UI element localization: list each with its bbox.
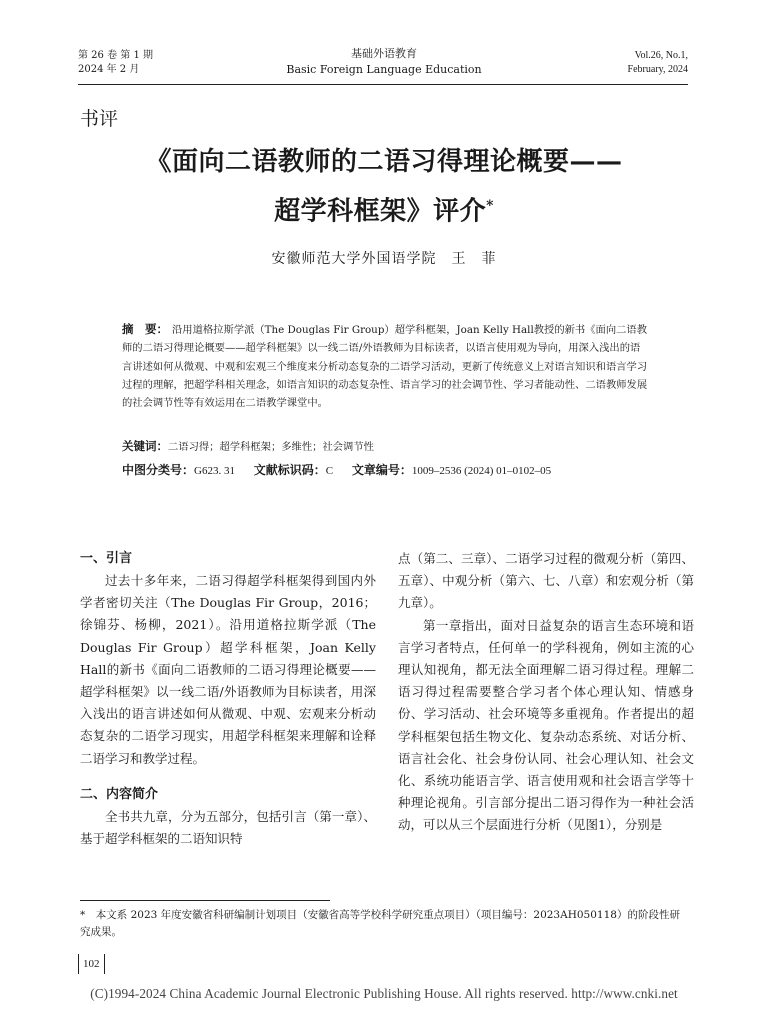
article-number-label: 文章编号： xyxy=(351,463,412,477)
footnote-divider xyxy=(80,900,330,901)
title-line-2 xyxy=(60,184,708,234)
clc-value: G623. 31 xyxy=(194,465,235,477)
journal-title-en: Basic Foreign Language Education xyxy=(286,63,482,76)
doc-code-value: C xyxy=(325,465,334,477)
journal-title-cn: 基础外语教育 xyxy=(351,47,417,60)
page-number: 102 xyxy=(78,954,105,974)
title-line-1: 《面向二语教师的二语习得理论概要—— xyxy=(145,147,623,177)
classification-line xyxy=(122,461,682,478)
header-volume-en: Vol.26, No.1, xyxy=(634,50,688,61)
abstract-text: 沿用道格拉斯学派（The Douglas Fir Group）超学科框架，Joan Kelly Hall教授的新书《面向二语教师的二语习得理论概要——超学科框架》以一线二语/外语教师为目标读者，以语言使用观为导向，用深入浅出的语言讲述如何从微观、中观和宏观三个维度来分析动态复杂的二语学习活动，更新了传统意义上对语言知识和语言学习过程的理解，把超学科相关理念，如语言知识的动态复杂性、语言学习的社会调节性、学习者能动性、二语教师发展的社会调节性等有效运用在二语教学课堂中。 xyxy=(122,324,648,410)
header-date-cn: 2024 年 2 月 xyxy=(78,64,140,75)
summary-paragraph-continued: 点（第二、三章）、二语学习过程的微观分析（第四、五章）、中观分析（第六、七、八章）和宏观分析（第九章）。 xyxy=(398,551,694,611)
summary-paragraph-start: 全书共九章，分为五部分，包括引言（第一章）、基于超学科框架的二语知识特 xyxy=(80,808,376,847)
chapter-one-paragraph: 第一章指出，面对日益复杂的语言生态环境和语言学习者特点，任何单一的学科视角，例如主流的心理认知视角，都无法全面理解二语习得过程。理解二语习得过程需要整合学习者个体心理认知、情感身份、学习活动、社会环境等多重视角。作者提出的超学科框架包括生物文化、复杂动态系统、对话分析、语言社会化、社会身份认同、社会心理认知、社会文化、系统功能语言学、语言使用观和社会语言学等十种理论视角。引言部分提出二语习得作为一种社会活动，可以从三个层面进行分析（见图1），分别是 xyxy=(398,617,694,833)
keywords-text: 二语习得；超学科框架；多维性；社会调节性 xyxy=(168,441,374,453)
copyright-notice: (C)1994-2024 China Academic Journal Electronic Publishing House. All rights reserved. http://www.cnki.net xyxy=(90,986,678,1001)
introduction-paragraph: 过去十多年来，二语习得超学科框架得到国内外学者密切关注（The Douglas Fir Group，2016；徐锦芬、杨柳，2021）。沿用道格拉斯学派（The Douglas Fir Group）超学科框架，Joan Kelly Hall的新书《面向二语教师的二语习得理论概要——超学科框架》以一线二语/外语教师为目标读者，用深入浅出的语言讲述如何从微观、中观、宏观来分析动态复杂的二语学习现实，用超学科框架来理解和诠释二语学习和教学过程。 xyxy=(80,573,376,766)
header-journal-title xyxy=(260,46,508,78)
title-line-2-text: 超学科框架》评介 xyxy=(274,196,487,227)
title-footnote-mark: * xyxy=(486,198,494,214)
body-left-column xyxy=(80,548,376,850)
article-title xyxy=(60,140,708,234)
header-divider xyxy=(78,84,688,85)
header-date-en: February, 2024 xyxy=(627,64,688,75)
section-heading-introduction: 一、引言 xyxy=(80,551,133,566)
funding-footnote: * 本文系 2023 年度安徽省科研编制计划项目（安徽省高等学校科学研究重点项目）（项目编号：2023AH050118）的阶段性研究成果。 xyxy=(80,909,680,938)
section-heading-summary: 二、内容简介 xyxy=(80,786,159,802)
header-volume-date-en xyxy=(628,49,688,77)
doc-code-label: 文献标识码： xyxy=(253,463,326,477)
article-number-value: 1009–2536 (2024) 01–0102–05 xyxy=(411,465,552,477)
author-affiliation: 安徽师范大学外国语学院 王 菲 xyxy=(271,251,497,267)
header-volume-date-cn xyxy=(78,49,153,77)
abstract xyxy=(122,320,650,412)
header-volume-cn: 第 26 卷 第 1 期 xyxy=(78,50,153,61)
keywords xyxy=(122,438,650,454)
section-tag: 书评 xyxy=(80,108,119,130)
abstract-label: 摘 要： xyxy=(122,322,168,336)
keywords-label: 关键词： xyxy=(122,439,168,453)
clc-label: 中图分类号： xyxy=(122,463,195,477)
body-right-column xyxy=(398,548,694,837)
